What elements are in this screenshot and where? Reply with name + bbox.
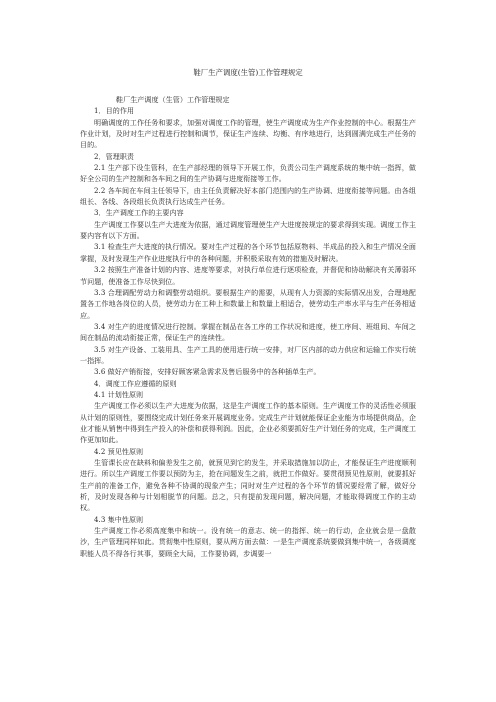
paragraph: 4．调度工作应遵循的原则 [94, 378, 177, 388]
paragraph: 2.1 生产部下设生管科，在生产部经理的领导下开展工作，负责公司生产调度系统的集中统一指挥，做好全公司的生产控制和各车间之间的生产协调与进度衔接等工作。 [80, 163, 416, 184]
paragraph: 4.2 预见性原则 [94, 446, 144, 456]
paragraph: 4.3 集中性原则 [94, 514, 144, 524]
paragraph: 3．生产调度工作的主要内容 [94, 208, 184, 218]
paragraph: 明确调度的工作任务和要求，加强对调度工作的管理，使生产调度成为生产作业控制的中心。根据生产作业计划，及时对生产过程进行控制和调节，保证生产连续、均衡、有序地进行，达到圆满完成生产任务的目的。 [80, 117, 416, 150]
paragraph: 3.2 按照生产准备计划的内容、进度等要求，对执行单位进行逐项检查，并督促和协助解决有关薄弱环节问题，使准备工作尽快到位。 [80, 265, 416, 286]
paragraph: 2.2 各车间在车间主任领导下，由主任负责解决好本部门范围内的生产协调、进度衔接等问题。由各组组长、各线、各段组长负责执行达成生产任务。 [80, 185, 416, 207]
paragraph: 1．目的作用 [94, 106, 135, 116]
document-title: 鞋厂生产调度(生管)工作管理规定 [193, 68, 303, 77]
paragraph: 4.1 计划性原则 [94, 389, 144, 399]
paragraph: 3.5 对生产设备、工装用具、生产工具的使用进行统一安排，对厂区内部的动力供应和运输工作实行统一指挥。 [80, 344, 416, 365]
paragraph: 生产调度工作必须高度集中和统一。没有统一的意志、统一的指挥、统一的行动，企业就会是一盘散沙，生产管理同样如此。贯彻集中性原则，要从两方面去做：一是生产调度系统要做到集中统一，各级调度职能人员不得各行其事，要顾全大局，工作要协调，步调要一 [80, 526, 416, 558]
paragraph: 鞋厂生产调度（生管）工作管理规定 [116, 95, 230, 104]
paragraph: 生产调度工作要以生产大进度为依据，通过调度管理使生产大进度按规定的要求得到实现。调度工作主要内容有以下方面。 [80, 219, 416, 241]
document-body [80, 94, 416, 559]
paragraph: 2．管理职责 [94, 151, 135, 161]
paragraph: 生管课长应在缺料和偏差发生之前，就预见到它的发生，并采取措施加以防止，才能保证生产进度顺利进行。所以生产调度工作要以预防为主，抢在问题发生之前，就把工作做好。要贯彻预见性原则，就要抓好生产前的准备工作，避免各种不协调的现象产生；同时对生产过程的各个环节的情况要经常了解，做好分析，及时发现各种与计划相脱节的问题。总之，只有提前发现问题，解决问题，才能取得调度工作的主动权。 [80, 458, 416, 513]
paragraph: 3.6 做好产销衔接，安排好顾客紧急需求及售后服务中的各种插单生产。 [94, 367, 321, 377]
paragraph: 3.3 合理调配劳动力和调整劳动组织。要根据生产的需要，从现有人力资源的实际情况出发，合理地配置各工作地各岗位的人员，使劳动力在工种上和数量上和数量上相适合，使劳动生产率水平与生产任务相适应。 [80, 287, 416, 320]
paragraph: 生产调度工作必须以生产大进度为依据，这是生产调度工作的基本原则。生产调度工作的灵活性必须服从计划的原则性，要围绕完成计划任务来开展调度业务。完成生产计划就能保证企业能为市场提供商品，企业才能从销售中得到生产投入的补偿和获得利润。因此，企业必须要抓好生产计划任务的完成，生产调度工作更加如此。 [80, 401, 416, 445]
paragraph: 3.1 检查生产大进度的执行情况。要对生产过程的各个环节包括原物料、半成品的投入和生产情况全面掌握，及时发现生产作业进度执行中的各种问题，并积极采取有效的措施及时解决。 [80, 242, 416, 263]
paragraph: 3.4 对生产的进度情况进行控制。掌握在制品在各工序的工作状况和进度，使工序间、班组间、车间之间在制品的流动衔接正常，保证生产的连续性。 [80, 321, 416, 343]
